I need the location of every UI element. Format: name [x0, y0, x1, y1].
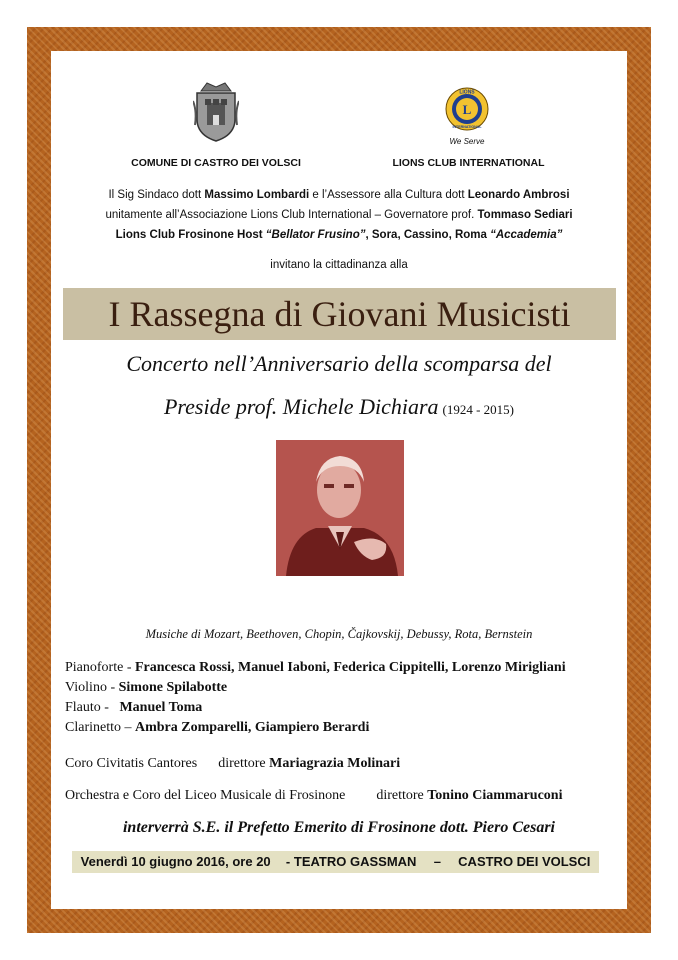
lions-emblem-subtext: INTERNATIONAL	[452, 125, 482, 129]
director-label: direttore	[218, 756, 270, 771]
subtitle-line-2	[51, 394, 627, 420]
preside-years: (1924 - 2015)	[442, 402, 515, 417]
intro-line-4: invitano la cittadinanza alla	[270, 259, 408, 271]
orchestra-line	[65, 786, 625, 806]
governatore-name: Tommaso Sediari	[477, 209, 573, 221]
intro-text: unitamente all’Associazione Lions Club International – Governatore prof.	[105, 209, 478, 221]
event-venue: TEATRO GASSMAN	[293, 854, 417, 869]
performer-names: Francesca Rossi, Manuel Iaboni, Federica Cippitelli, Lorenzo Mirigliani	[134, 660, 566, 675]
event-date: Venerdì 10 giugno 2016, ore 20	[80, 854, 271, 869]
comune-name: COMUNE DI CASTRO DEI VOLSCI	[131, 157, 301, 169]
performer-role: Clarinetto –	[65, 720, 135, 735]
performer-names: Ambra Zomparelli, Giampiero Berardi	[135, 720, 370, 735]
portrait-photo	[276, 440, 404, 576]
lions-name: LIONS CLUB INTERNATIONAL	[392, 157, 545, 169]
performer-row	[65, 698, 625, 718]
separator: -	[285, 854, 291, 869]
coro-label: Coro Civitatis Cantores	[65, 756, 198, 771]
coro-line	[65, 754, 625, 774]
intro-line-1	[51, 186, 627, 204]
composers-line: Musiche di Mozart, Beethoven, Chopin, Čajkovskij, Debussy, Rota, Bernstein	[145, 627, 533, 641]
performer-row	[65, 718, 625, 738]
intro-text: Lions Club Frosinone Host	[115, 229, 266, 241]
performer-names: Manuel Toma	[119, 700, 203, 715]
poster	[51, 51, 627, 909]
intro-line-3	[51, 226, 627, 244]
coat-of-arms-icon	[193, 81, 239, 143]
performer-role: Pianoforte -	[65, 660, 135, 675]
intro-text: , Sora, Cassino, Roma	[365, 229, 491, 241]
lions-emblem-icon	[445, 87, 489, 145]
separator: –	[433, 854, 441, 869]
event-date-venue	[72, 851, 599, 873]
director-label: direttore	[376, 788, 428, 803]
club-name: “Bellator Frusino”	[265, 229, 366, 241]
intro-text: e l’Assessore alla Cultura dott	[309, 189, 468, 201]
performers-list	[65, 658, 625, 738]
intro-line-2	[51, 206, 627, 224]
preside-name: Preside prof. Michele Dichiara	[163, 394, 439, 419]
subtitle-line-1: Concerto nell’Anniversario della scomparsa del	[126, 351, 552, 376]
event-title: I Rassegna di Giovani Musicisti	[63, 288, 616, 340]
performer-role: Flauto -	[65, 700, 120, 715]
performer-names: Simone Spilabotte	[118, 680, 228, 695]
club-name: “Accademia”	[490, 229, 563, 241]
intro-text: Il Sig Sindaco dott	[108, 189, 205, 201]
orchestra-label: Orchestra e Coro del Liceo Musicale di Frosinone	[65, 788, 346, 803]
assessore-name: Leonardo Ambrosi	[467, 189, 570, 201]
prefetto-line: interverrà S.E. il Prefetto Emerito di Frosinone dott. Piero Cesari	[122, 819, 555, 836]
performer-row	[65, 678, 625, 698]
performer-row	[65, 658, 625, 678]
lions-emblem-text: LIONS	[459, 89, 475, 96]
director-name: Mariagrazia Molinari	[269, 756, 401, 771]
director-name: Tonino Ciammaruconi	[427, 788, 563, 803]
event-town: CASTRO DEI VOLSCI	[458, 854, 591, 869]
svg-text:L: L	[462, 102, 472, 117]
performer-role: Violino -	[65, 680, 119, 695]
sindaco-name: Massimo Lombardi	[204, 189, 310, 201]
lions-motto: We Serve	[449, 137, 485, 146]
